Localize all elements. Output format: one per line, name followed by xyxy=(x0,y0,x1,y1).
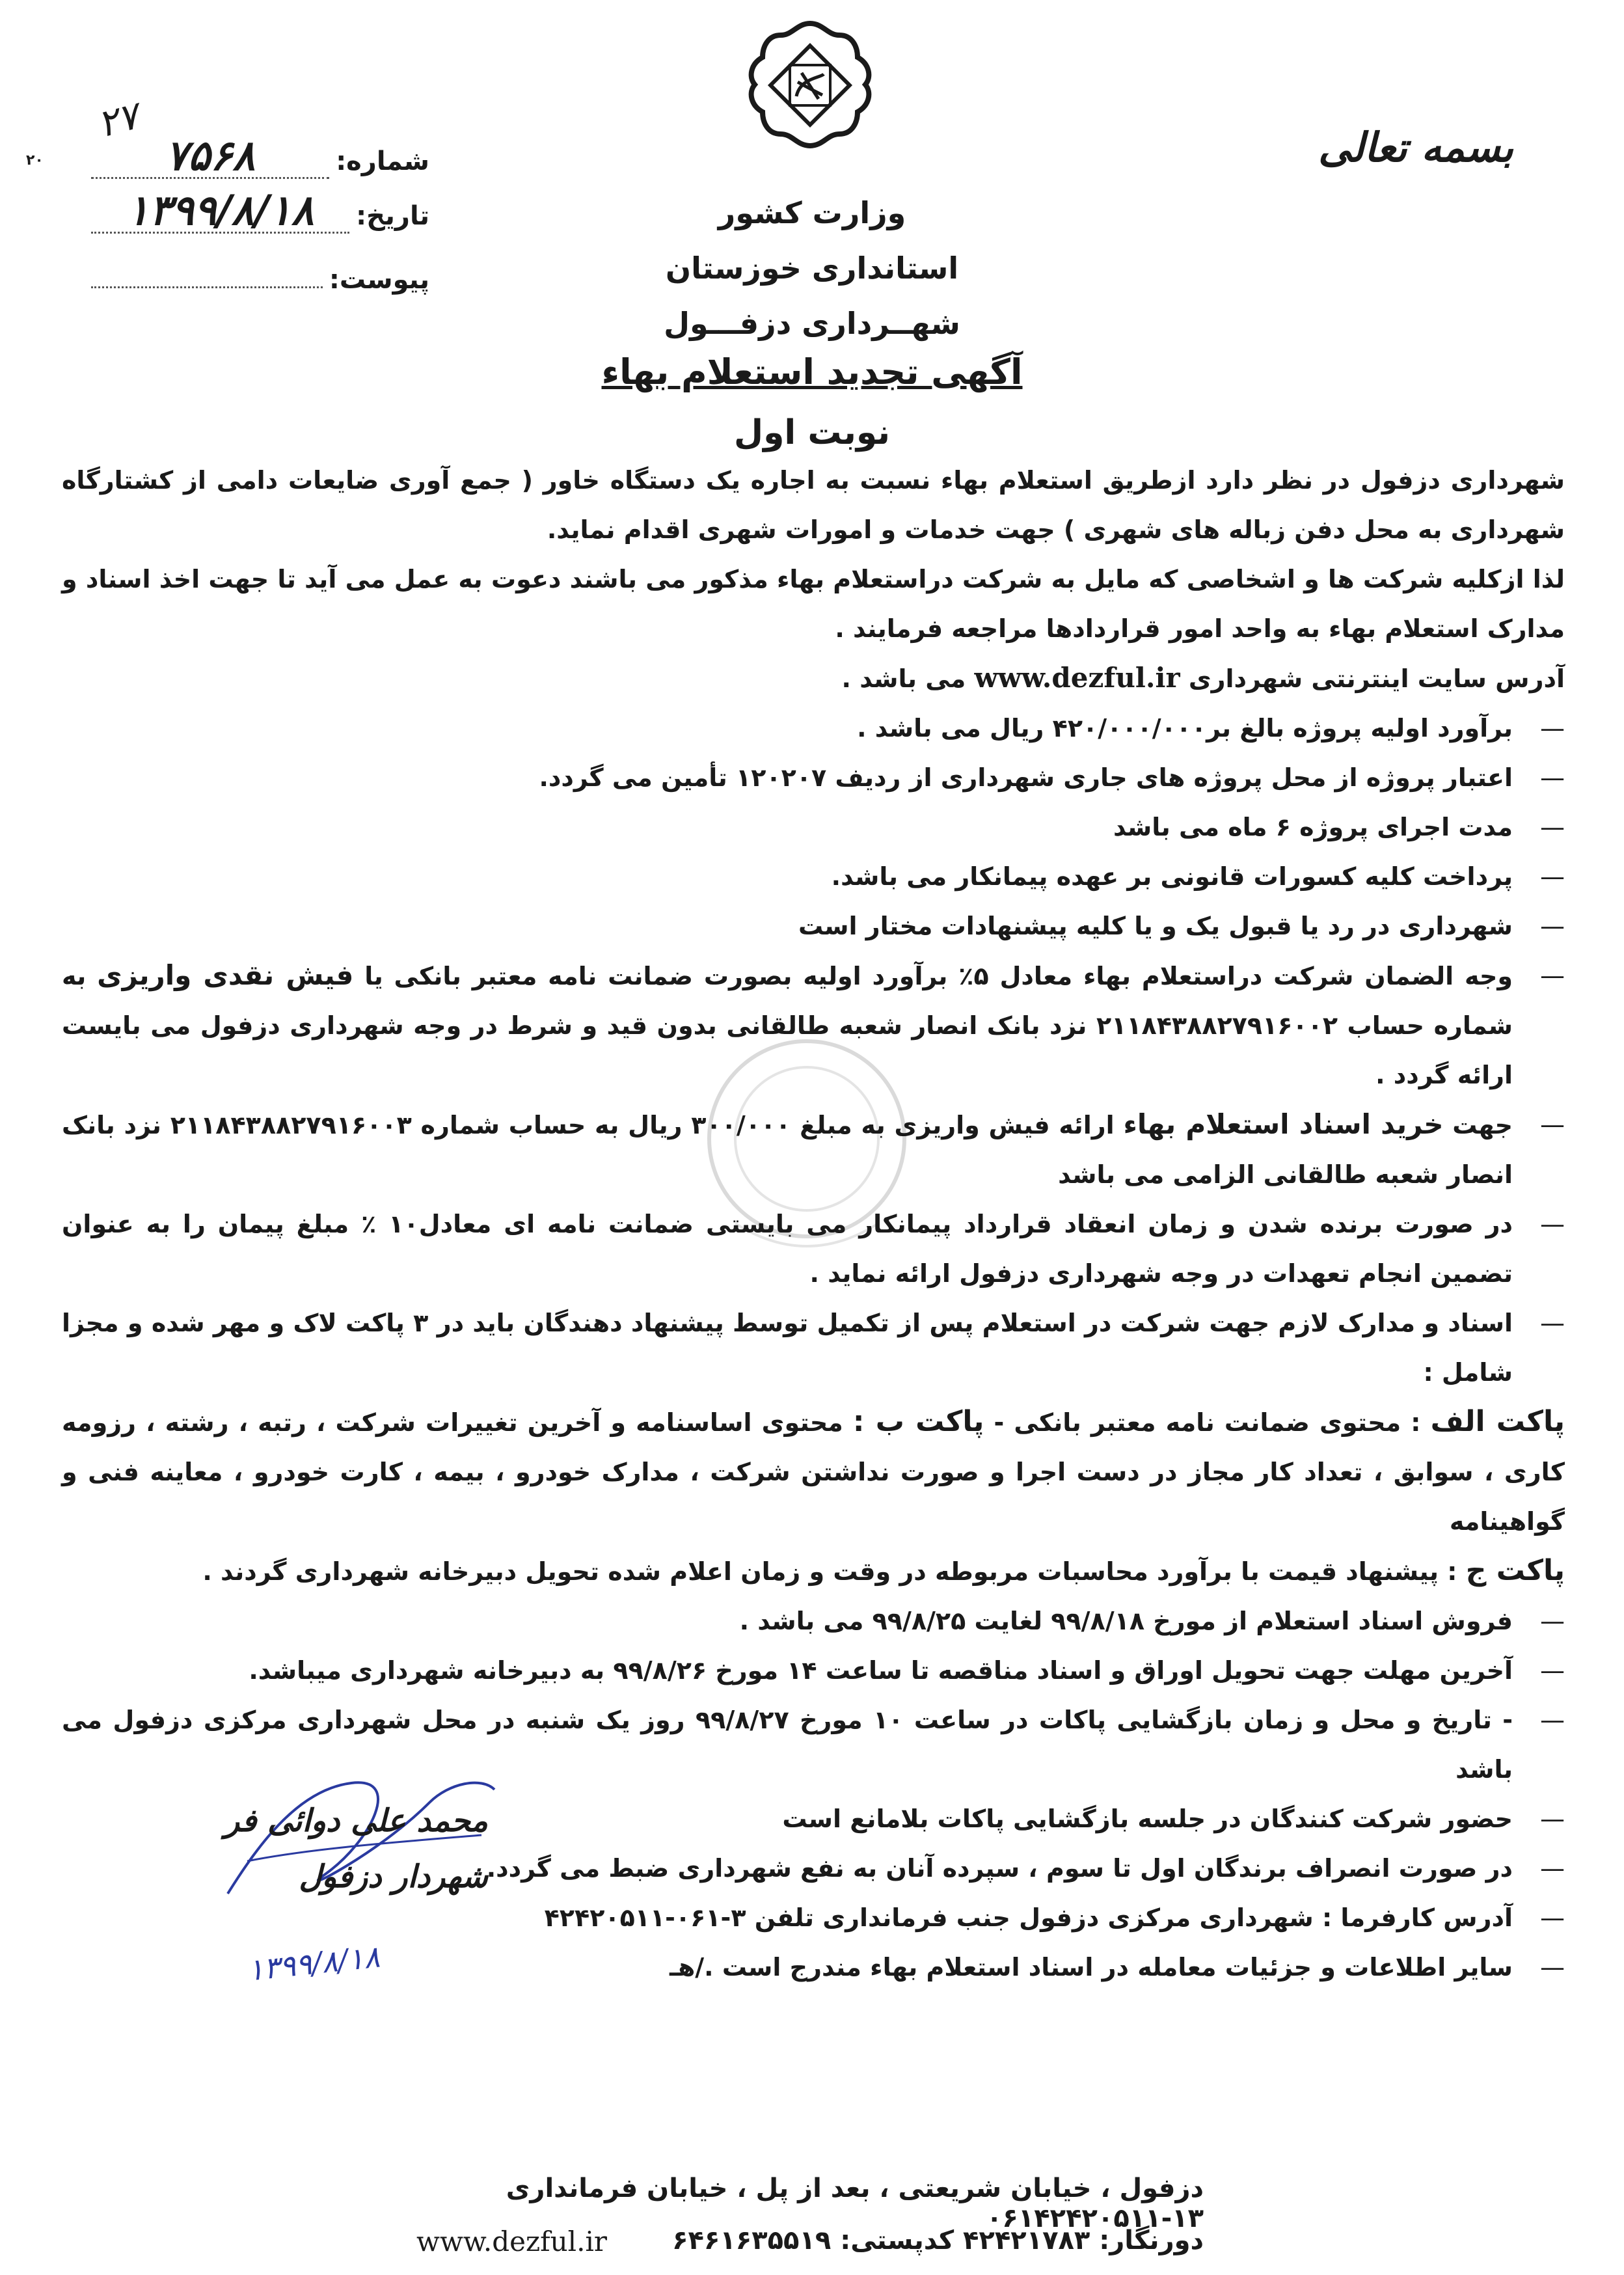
pack-c-text: : پیشنهاد قیمت با برآورد محاسبات مربوطه در وقت و زمان اعلام شده تحویل دبیرخانه شهرداری گردند . xyxy=(202,1557,1457,1586)
date-label: تاریخ: xyxy=(356,201,429,231)
purchase-text-c: ارائه فیش واریزی به مبلغ ۳۰۰/۰۰۰ ریال به حساب شماره ۲۱۱۸۴۳۸۸۲۷۹۱۶۰۰۳ نزد بانک انصار شعبه طالقانی الزامی می باشد xyxy=(62,1111,1513,1189)
intro-paragraph: شهرداری دزفول در نظر دارد ازطریق استعلام بهاء نسبت به اجاره یک دستگاه خاور ( جمع آوری ضایعات دامی از کشتارگاه شهرداری به محل دفن زباله های شهری ) جهت خدمات و امورات شهری اقدام نماید. xyxy=(62,466,1565,544)
envelope-descriptions xyxy=(62,1397,1565,1596)
governorate-name: استانداری خوزستان xyxy=(665,251,959,286)
date-value: ۱۳۹۹/۸/۱۸ xyxy=(91,191,349,234)
list-item: — برآورد اولیه پروژه بالغ بر۴۲۰/۰۰۰/۰۰۰ ریال می باشد . xyxy=(62,703,1565,753)
invocation-text: بسمه تعالی xyxy=(1318,124,1513,171)
website-line xyxy=(62,653,1565,703)
ministry-name: وزارت کشور xyxy=(718,195,906,230)
list-item: — اسناد و مدارک لازم جهت شرکت در استعلام پس از تکمیل توسط پیشنهاد دهندگان باید در ۳ پاکت لاک و مهر شده و مجزا شامل : xyxy=(62,1298,1565,1397)
list-item: — حضور شرکت کنندگان در جلسه بازگشایی پاکات بلامانع است xyxy=(62,1794,1565,1844)
side-mark: ۲۰ xyxy=(26,152,44,169)
notice-body xyxy=(62,456,1565,1992)
list-item: — شهرداری در رد یا قبول یک و یا کلیه پیشنهادات مختار است xyxy=(62,901,1565,951)
website-suffix: می باشد . xyxy=(841,664,966,693)
municipality-name: شهــرداری دزفـــول xyxy=(664,306,960,341)
pack-b-label: پاکت ب : xyxy=(852,1405,984,1438)
number-label: شماره: xyxy=(336,146,429,176)
list-item: — سایر اطلاعات و جزئیات معامله در اسناد استعلام بهاء مندرج است ./هـ xyxy=(62,1942,1565,1992)
list-item: — فروش اسناد استعلام از مورخ ۹۹/۸/۱۸ لغایت ۹۹/۸/۲۵ می باشد . xyxy=(62,1596,1565,1646)
list-item-guarantee xyxy=(62,951,1565,1100)
attachment-label: پیوست: xyxy=(329,265,429,295)
list-item: — پرداخت کلیه کسورات قانونی بر عهده پیمانکار می باشد. xyxy=(62,852,1565,901)
signatory-name: محمد علی دوائی فر xyxy=(224,1803,488,1839)
list-item: — آخرین مهلت جهت تحویل اوراق و اسناد مناقصه تا ساعت ۱۴ مورخ ۹۹/۸/۲۶ به دبیرخانه شهرداری میباشد. xyxy=(62,1646,1565,1695)
pack-a-text: : محتوی ضمانت نامه معتبر بانکی - xyxy=(994,1408,1421,1437)
website-link[interactable]: www.dezful.ir xyxy=(974,662,1180,694)
list-item-purchase xyxy=(62,1100,1565,1199)
purchase-text-b: خرید اسناد استعلام بهاء xyxy=(1123,1108,1444,1140)
handwritten-mark: ۲۷ xyxy=(92,93,144,146)
footer-website-link[interactable]: www.dezful.ir xyxy=(416,2226,607,2257)
list-item: — مدت اجرای پروژه ۶ ماه می باشد xyxy=(62,802,1565,852)
signatory-title: شهردار دزفول xyxy=(299,1859,488,1895)
footer-contact: دورنگار: ۴۲۴۲۱۷۸۳ کدپستی: ۶۴۶۱۶۳۵۵۱۹ xyxy=(672,2226,1204,2255)
round-title: نوبت اول xyxy=(733,413,891,452)
list-item: — در صورت انصراف برندگان اول تا سوم ، سپرده آنان به نفع شهرداری ضبط می گردد. xyxy=(62,1844,1565,1893)
footer-address: دزفول ، خیابان شریعتی ، بعد از پل ، خیابان فرمانداری ۱۳-۰۶۱۴۲۴۲۰۵۱۱ xyxy=(506,2173,1204,2233)
list-item: — در صورت برنده شدن و زمان انعقاد قرارداد پیمانکار می بایستی ضمانت نامه ای معادل۱۰ ٪ مبلغ پیمان را به عنوان تضمین انجام تعهدات در وجه شهرداری دزفول ارائه نماید . xyxy=(62,1199,1565,1298)
invitation-paragraph: لذا ازکلیه شرکت ها و اشخاصی که مایل به شرکت دراستعلام بهاء مذکور می باشند دعوت به عمل می آید تا جهت اخذ اسناد و مدارک استعلام بهاء به واحد امور قراردادها مراجعه فرمایند . xyxy=(62,565,1565,643)
number-value: ۷۵۶۸ xyxy=(91,137,329,179)
pack-b-text: محتوی اساسنامه و آخرین تغییرات شرکت ، رتبه ، رشته ، رزومه کاری ، سوابق ، تعداد کار مجاز در دست اجرا و صورت نداشتن شرکت ، مدارک خودرو ، بیمه ، کارت خودرو ، معاینه فنی و گواهینامه xyxy=(62,1408,1565,1536)
signature-date: ۱۳۹۹/۸/۱۸ xyxy=(245,1939,382,1988)
guarantee-text-c: به شماره حساب ۲۱۱۸۴۳۸۸۲۷۹۱۶۰۰۲ نزد بانک انصار شعبه طالقانی بدون قید و شرط در وجه شهرداری دزفول می بایست ارائه گردد . xyxy=(62,962,1513,1089)
municipality-logo xyxy=(742,20,878,150)
guarantee-text-a: وجه الضمان شرکت دراستعلام بهاء معادل ۵٪ برآورد اولیه بصورت ضمانت نامه معتبر بانکی یا xyxy=(364,962,1513,990)
signature-block xyxy=(215,1803,488,1895)
notice-title: آگهی تجدید استعلام بهاء xyxy=(601,351,1023,392)
website-prefix: آدرس سایت اینترنتی شهرداری xyxy=(1188,664,1565,693)
purchase-text-a: جهت xyxy=(1452,1111,1513,1139)
list-item: — اعتبار پروژه از محل پروژه های جاری شهرداری از ردیف ۱۲۰۲۰۷ تأمین می گردد. xyxy=(62,753,1565,802)
list-item: — - تاریخ و محل و زمان بازگشایی پاکات در ساعت ۱۰ مورخ ۹۹/۸/۲۷ روز یک شنبه در محل شهرداری مرکزی دزفول می باشد xyxy=(62,1695,1565,1794)
list-item: — آدرس کارفرما : شهرداری مرکزی دزفول جنب فرمانداری تلفن ۳-۰۶۱-۴۲۴۲۰۵۱۱ xyxy=(62,1893,1565,1942)
pack-a-label: پاکت الف xyxy=(1430,1405,1565,1438)
guarantee-text-b: فیش نقدی واریزی xyxy=(97,959,354,991)
pack-c-label: پاکت ج xyxy=(1465,1554,1565,1587)
number-row xyxy=(91,131,429,191)
